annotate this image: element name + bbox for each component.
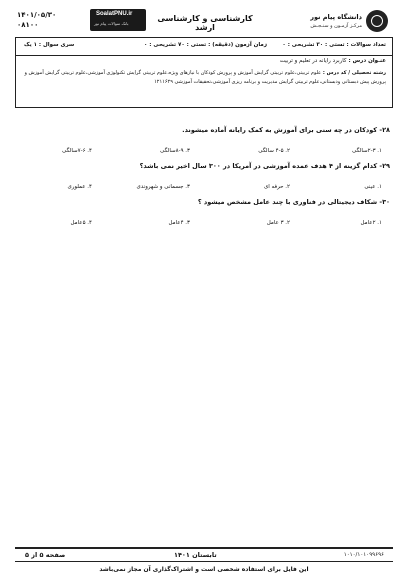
footer-divider-bottom	[15, 561, 393, 562]
major-label: رشته تحصیلی / کد درس :	[321, 70, 386, 76]
university-logo-icon	[366, 10, 388, 32]
copyright-note: این فایل برای استفاده شخصی است و اشتراک‌گذاری آن مجاز نمی‌باشد	[99, 566, 309, 573]
site-badge	[90, 9, 146, 31]
exam-code: ۰۸۱۰۰	[17, 21, 39, 29]
exam-time: زمان آزمون (دقیقه) : تستی : ۷۰ تشریحی : ۰	[144, 42, 267, 48]
option-1[interactable]: ۱. ۲-۳سالگی	[352, 148, 382, 154]
option-2[interactable]: ۲. حرفه ای	[263, 184, 290, 190]
exam-info-row	[16, 38, 392, 56]
exam-info-box	[15, 37, 393, 108]
question-counts: تعداد سوالات : تستی : ۳۰ تشریحی : ۰	[282, 42, 386, 48]
question-text: ۲۹- کدام گزینه از ۴ هدف عمده آموزشی در آمریکا در ۳۰۰ سال اخیر نمی باشد؟	[139, 162, 390, 170]
course-value: کاربرد رایانه در تعلیم و تربیت	[279, 58, 347, 64]
question-series: سری سوال : ۱ یک	[24, 42, 75, 48]
option-2[interactable]: ۲. ۴-۵ سالگی	[258, 148, 290, 154]
option-4[interactable]: ۴. ۷-۶سالگی	[62, 148, 92, 154]
course-title-row	[20, 58, 386, 64]
option-1[interactable]: ۱. ۲عامل	[360, 220, 382, 226]
option-3[interactable]: ۳. جسمانی و شهروندی	[136, 184, 190, 190]
option-1[interactable]: ۱. عینی	[364, 184, 382, 190]
option-3[interactable]: ۳. ۴عامل	[168, 220, 190, 226]
exam-season: تابستان ۱۴۰۱	[174, 551, 217, 559]
university-header	[268, 10, 388, 34]
exam-date: ۱۴۰۱/۰۵/۳۰	[17, 11, 57, 19]
page-code: ۱۰۱۰/۱۰۱۰۹۹۶۹۶	[343, 552, 384, 558]
footer-divider	[15, 547, 393, 549]
major-value: علوم تربیتی،علوم تربیتی گرایش آموزش و پرورش کودکان با نیازهای ویژه،علوم تربیتی گرایش تکنولوژی آموزشی،علوم تربیتی گرایش آموزش و پرورش پیش دبستانی ودبستانی،علوم تربیتی گرایش مدیریت و برنامه ریزی آموزشی،تحقیقات آموزشی ۱۲۱۱۶۲۹	[24, 70, 386, 85]
header-meta	[17, 10, 87, 30]
badge-subtitle: بانک سوالات پیام نور	[94, 21, 129, 26]
page-number: صفحه ۵ از ۵	[25, 551, 66, 559]
course-label: عنـوان درس :	[346, 58, 386, 64]
option-3[interactable]: ۳. ۸-۹سالگی	[160, 148, 190, 154]
university-subtitle: مرکـز آزمـون و سنـجـش	[310, 23, 362, 29]
option-4[interactable]: ۴. ۵عامل	[70, 220, 92, 226]
badge-title: SoalatPNU.ir	[96, 11, 133, 17]
question-text: ۳۰- شکاف دیجیتالی در فناوری با چند عامل مشخص میشود ؟	[197, 198, 390, 206]
major-row	[20, 69, 386, 87]
option-2[interactable]: ۲. ۳ عامل	[266, 220, 290, 226]
question-text: ۲۸- کودکان در چه سنی برای آموزش به کمک رایانه آماده میشوند.	[182, 126, 390, 134]
university-name: دانشگاه پیام نور	[310, 13, 362, 21]
option-4[interactable]: ۴. عملوری	[67, 184, 92, 190]
degree-title: کارشناسی و کارشناسی ارشد	[157, 14, 253, 32]
